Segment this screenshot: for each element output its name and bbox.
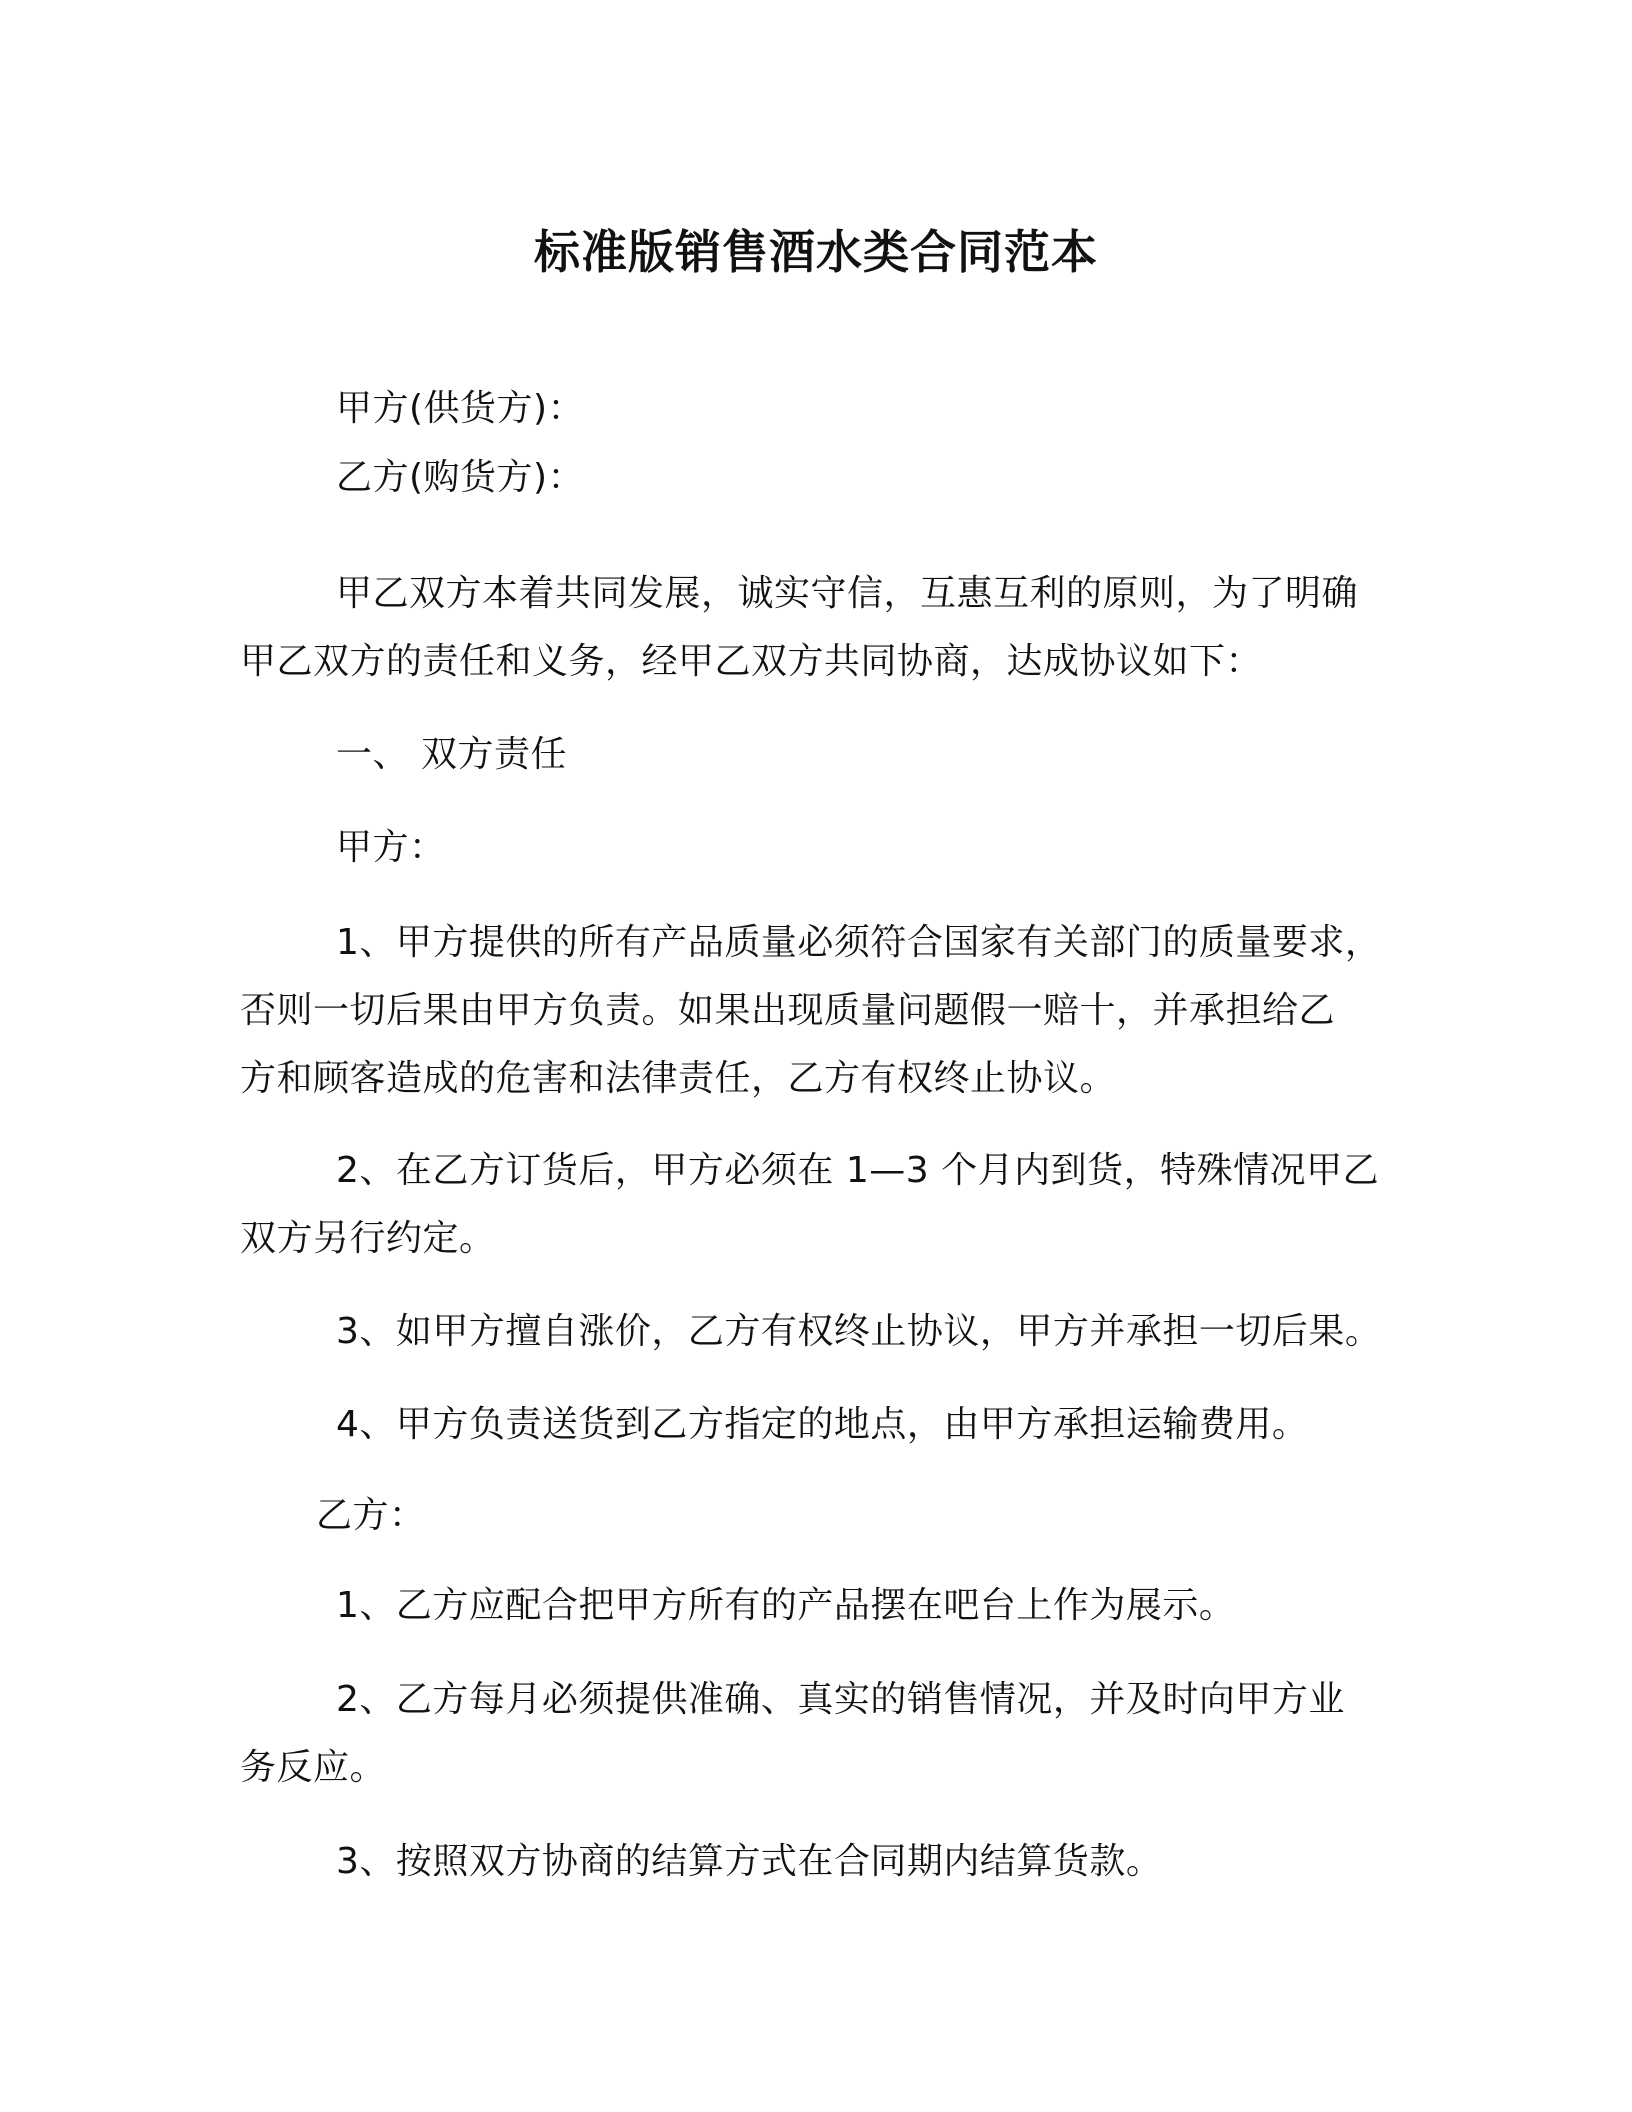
party-a-section-label-text: 甲方：	[336, 827, 446, 868]
party-b-item-2-line-1: 2、乙方每月必须提供准确、真实的销售情况，并及时向甲方业	[336, 1679, 1345, 1720]
party-b-text: 乙方(购货方)：	[336, 457, 585, 498]
section-1-heading-text: 一、 双方责任	[336, 734, 567, 775]
section-1-heading	[240, 721, 1466, 789]
intro-line-2: 甲乙双方的责任和义务，经甲乙双方共同协商，达成协议如下：	[240, 641, 1263, 682]
party-a-section-label	[240, 814, 1466, 882]
party-a-item-1-line-3: 方和顾客造成的危害和法律责任，乙方有权终止协议。	[240, 1058, 1117, 1099]
document-title: 标准版销售酒水类合同范本	[534, 225, 1098, 279]
party-a-item-4-line-1: 4、甲方负责送货到乙方指定的地点，由甲方承担运输费用。	[336, 1404, 1309, 1445]
party-a-item-4	[240, 1391, 1370, 1459]
intro-line-1: 甲乙双方本着共同发展，诚实守信，互惠互利的原则，为了明确	[336, 573, 1359, 614]
party-a-item-2	[240, 1137, 1380, 1273]
party-a-item-1-line-1: 1、甲方提供的所有产品质量必须符合国家有关部门的质量要求，	[336, 922, 1382, 963]
party-b-item-1-line-1: 1、乙方应配合把甲方所有的产品摆在吧台上作为展示。	[336, 1585, 1236, 1626]
party-b-item-2-line-2: 务反应。	[240, 1747, 387, 1788]
party-b-item-3-line-1: 3、按照双方协商的结算方式在合同期内结算货款。	[336, 1841, 1163, 1882]
party-a-item-3	[240, 1298, 1382, 1366]
party-a-item-1	[240, 909, 1382, 1113]
party-b-section-label	[240, 1482, 1446, 1550]
party-b-item-1	[240, 1572, 1370, 1640]
party-a-item-2-line-1: 2、在乙方订货后，甲方必须在 1—3 个月内到货，特殊情况甲乙	[336, 1150, 1380, 1191]
party-b-section-label-text: 乙方：	[316, 1495, 426, 1536]
party-a-item-2-line-2: 双方另行约定。	[240, 1218, 496, 1259]
party-b-item-3	[240, 1828, 1370, 1896]
party-b-item-2	[240, 1666, 1370, 1802]
party-b-line	[240, 444, 1466, 512]
party-a-item-1-line-2: 否则一切后果由甲方负责。如果出现质量问题假一赔十，并承担给乙	[240, 990, 1336, 1031]
intro-paragraph	[240, 560, 1370, 696]
party-a-text: 甲方(供货方)：	[336, 388, 585, 429]
party-a-item-3-line-1: 3、如甲方擅自涨价，乙方有权终止协议，甲方并承担一切后果。	[336, 1311, 1382, 1352]
party-a-line	[240, 375, 1466, 443]
